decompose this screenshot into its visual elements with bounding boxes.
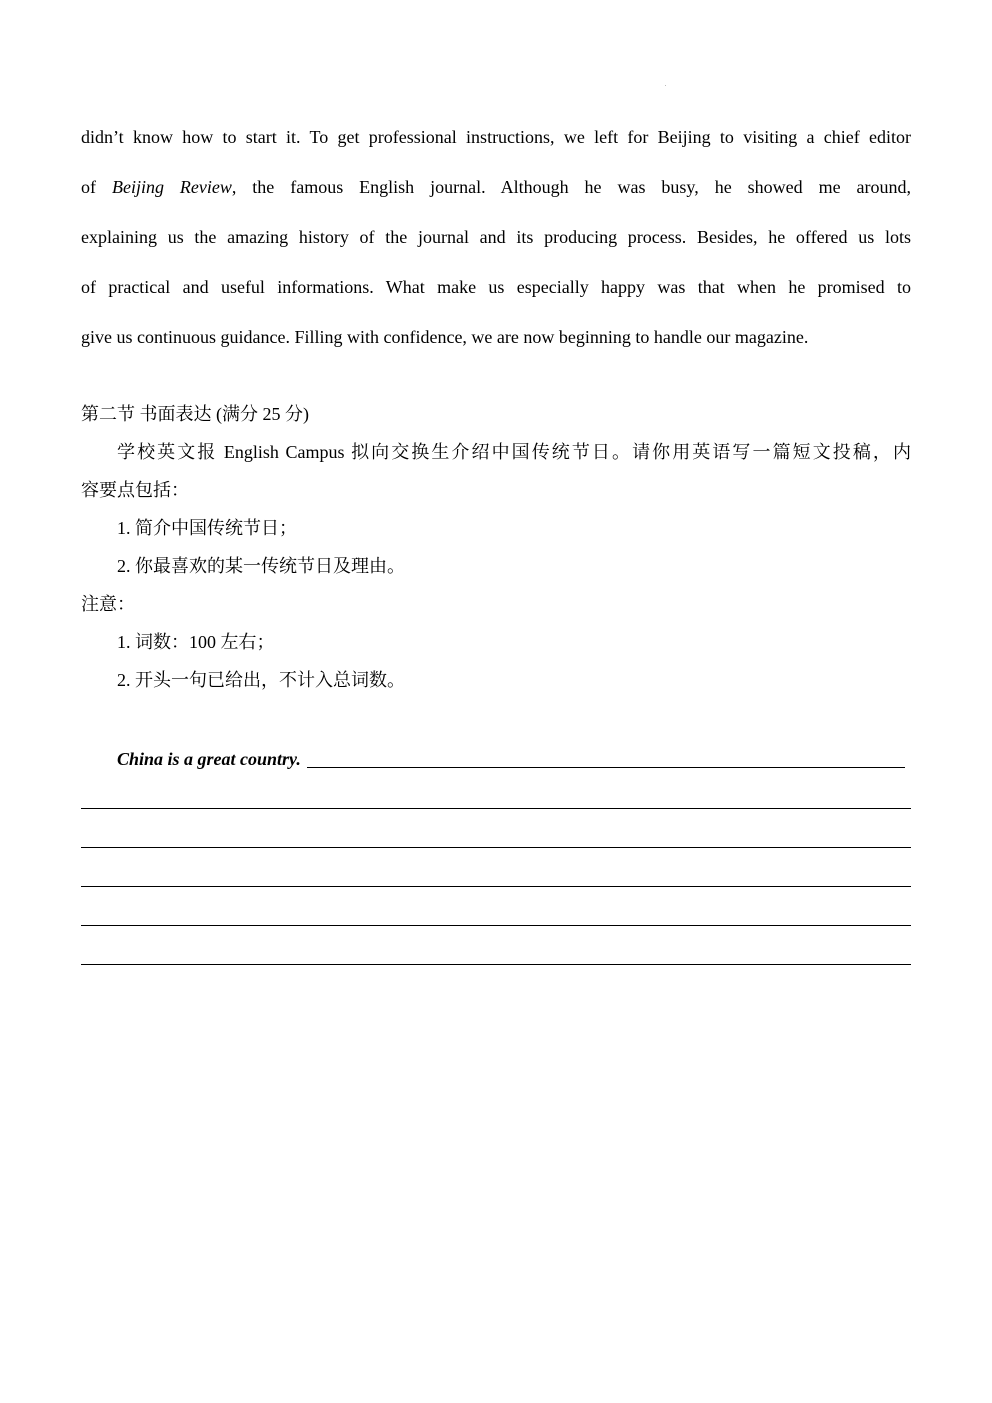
- notes-label: 注意：: [81, 594, 135, 614]
- scan-dot: [665, 85, 666, 86]
- point-item-2: 2. 你最喜欢的某一传统节日及理由。: [117, 556, 405, 576]
- passage-line-1: didn’t know how to start it. To get professional instructions, we left for Beijing to visiting a chief editor: [81, 127, 911, 147]
- answer-line-4[interactable]: [81, 887, 911, 926]
- reading-passage: [81, 112, 911, 362]
- starter-row: [81, 740, 911, 770]
- answer-line-1[interactable]: [81, 770, 911, 809]
- note-item-2: 2. 开头一句已给出，不计入总词数。: [117, 670, 405, 690]
- answer-line-3[interactable]: [81, 848, 911, 887]
- passage-line-2-pre: of: [81, 177, 112, 197]
- answer-blank-line-0[interactable]: [307, 766, 905, 768]
- section-heading: 第二节 书面表达 (满分 25 分): [81, 404, 309, 424]
- note-item-1: 1. 词数：100 左右；: [117, 632, 275, 652]
- answer-area: [81, 740, 911, 965]
- answer-line-5[interactable]: [81, 926, 911, 965]
- writing-section: [81, 395, 911, 699]
- passage-line-4: of practical and useful informations. What make us especially happy was that when he promised to: [81, 277, 911, 297]
- passage-line-3: explaining us the amazing history of the journal and its producing process. Besides, he offered us lots: [81, 227, 911, 247]
- journal-title: Beijing Review: [111, 177, 232, 197]
- point-item-1: 1. 简介中国传统节日；: [117, 518, 297, 538]
- passage-line-2: [81, 162, 911, 212]
- task-description-line-1: 学校英文报 English Campus 拟向交换生介绍中国传统节日。请你用英语写一篇短文投稿，内: [117, 442, 911, 462]
- task-description-line-2: 容要点包括：: [81, 480, 189, 500]
- starter-sentence: China is a great country.: [117, 749, 301, 769]
- answer-line-2[interactable]: [81, 809, 911, 848]
- passage-line-5: give us continuous guidance. Filling with confidence, we are now beginning to handle our magazine.: [81, 327, 809, 347]
- passage-line-2-post: , the famous English journal. Although he was busy, he showed me around,: [231, 177, 911, 197]
